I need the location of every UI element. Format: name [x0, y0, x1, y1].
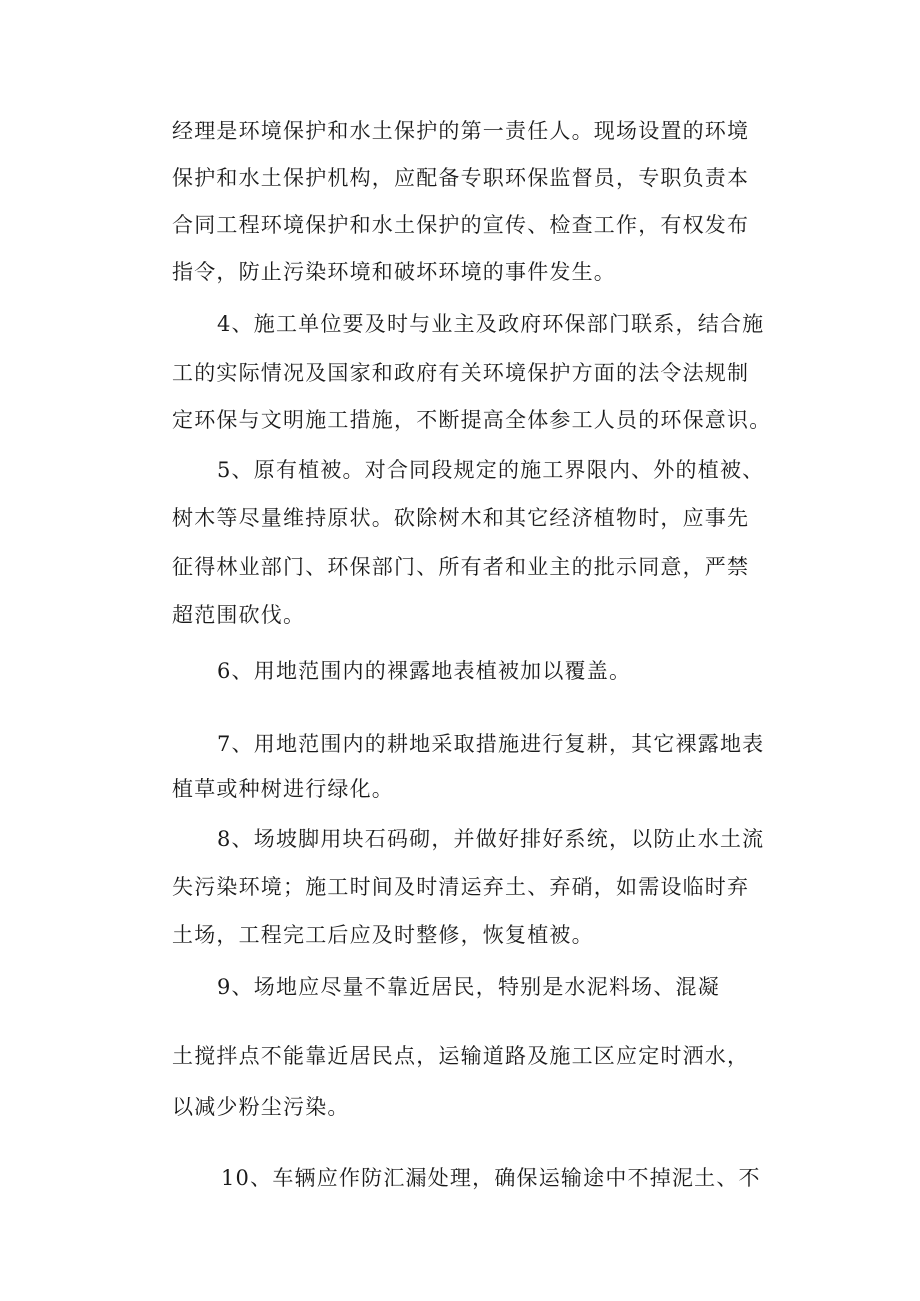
paragraph-8-start: 8、场坡脚用块石码砌，并做好排好系统，以防止水土流 — [217, 827, 765, 851]
paragraph-4-start: 4、施工单位要及时与业主及政府环保部门联系，结合施 — [217, 312, 765, 336]
text-line: 土场，工程完工后应及时整修，恢复植被。 — [172, 923, 594, 947]
text-line: 以减少粉尘污染。 — [172, 1095, 350, 1119]
paragraph-10-start: 10、车辆应作防汇漏处理，确保运输途中不掉泥土、不 — [221, 1166, 761, 1190]
text-line: 失污染环境；施工时间及时清运弃土、弃硝，如需设临时弃 — [172, 875, 750, 899]
text-line: 经理是环境保护和水土保护的第一责任人。现场设置的环境 — [172, 119, 750, 143]
text-line: 树木等尽量维持原状。砍除树木和其它经济植物时，应事先 — [172, 506, 750, 530]
paragraph-6: 6、用地范围内的裸露地表植被加以覆盖。 — [217, 659, 632, 683]
paragraph-7-start: 7、用地范围内的耕地采取措施进行复耕，其它裸露地表 — [217, 732, 765, 756]
paragraph-9-start: 9、场地应尽量不靠近居民，特别是水泥料场、混凝 — [217, 975, 720, 999]
paragraph-5-start: 5、原有植被。对合同段规定的施工界限内、外的植被、 — [217, 458, 765, 482]
text-line: 合同工程环境保护和水土保护的宣传、检查工作，有权发布 — [172, 213, 750, 237]
text-line: 保护和水土保护机构，应配备专职环保监督员，专职负责本 — [172, 166, 750, 190]
text-line: 工的实际情况及国家和政府有关环境保护方面的法令法规制 — [172, 361, 750, 385]
text-line: 定环保与文明施工措施，不断提高全体参工人员的环保意识。 — [172, 408, 772, 432]
text-line: 植草或种树进行绿化。 — [172, 777, 394, 801]
text-line: 土搅拌点不能靠近居民点，运输道路及施工区应定时洒水， — [172, 1044, 750, 1068]
text-line: 征得林业部门、环保部门、所有者和业主的批示同意，严禁 — [172, 555, 750, 579]
text-line: 超范围砍伐。 — [172, 603, 306, 627]
text-line: 指令，防止污染环境和破坏环境的事件发生。 — [172, 260, 616, 284]
